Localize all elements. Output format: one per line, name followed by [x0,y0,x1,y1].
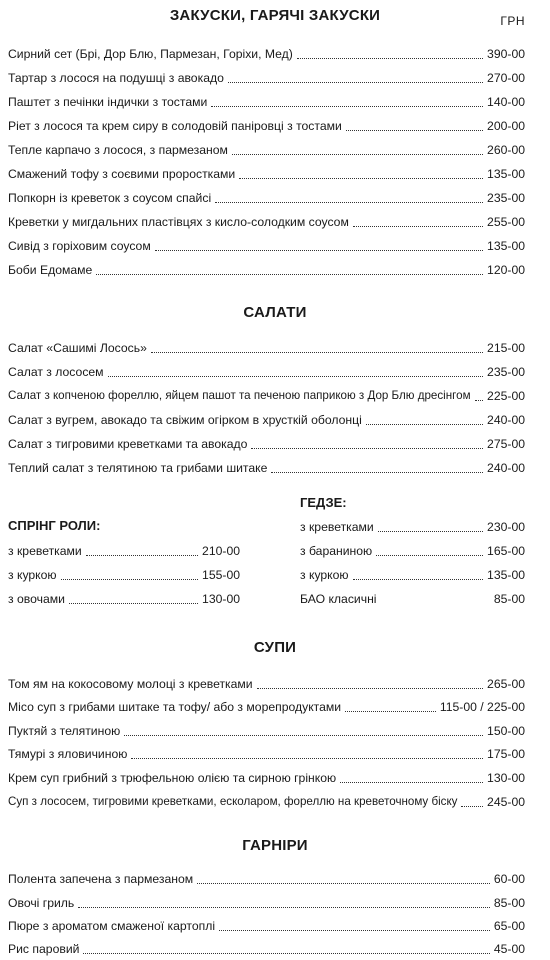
item-price: 390-00 [487,47,525,61]
item-name: Салат з вугрем, авокадо та свіжим огірком в хрусткій оболонці [8,413,362,427]
item-price: 265-00 [487,677,525,691]
menu-item [8,341,525,355]
item-name: Овочі гриль [8,896,75,910]
dot-leader [353,226,483,227]
item-price: 115-00 / 225-00 [439,700,525,714]
section-title-sides: ГАРНІРИ [242,837,308,854]
section-title-appetizers: ЗАКУСКИ, ГАРЯЧІ ЗАКУСКИ [169,7,381,24]
item-price: 120-00 [487,263,525,277]
menu-item [8,239,525,253]
item-price: 165-00 [487,544,525,558]
dot-leader [96,274,483,275]
menu-item [8,771,525,785]
spring-rolls-title: СПРІНГ РОЛИ: [8,518,101,533]
menu-item [300,568,525,582]
dot-leader [378,531,483,532]
dot-leader [215,202,483,203]
dot-leader [475,400,484,401]
item-name: Пюре з ароматом смаженої картоплі [8,919,216,933]
item-name: Ріет з лосося та крем сиру в солодовій паніровці з тостами [8,119,342,133]
item-price: 235-00 [487,365,525,379]
item-price: 130-00 [202,592,240,606]
item-name: Тепле карпачо з лосося, з пармезаном [8,143,228,157]
menu-item [8,389,525,403]
dot-leader [211,106,483,107]
dot-leader [345,711,436,712]
item-price: 275-00 [487,437,525,451]
item-name: з бараниною [300,544,373,558]
item-name: Боби Едомаме [8,263,93,277]
menu-item [8,167,525,181]
item-price: 85-00 [493,592,525,606]
item-price: 240-00 [487,413,525,427]
item-price: 135-00 [487,239,525,253]
dot-leader [232,154,483,155]
item-price: 85-00 [493,896,525,910]
item-name: Креветки у мигдальних пластівцях з кисло-солодким соусом [8,215,349,229]
item-name: з овочами [8,592,65,606]
menu-item [8,872,525,886]
item-name: Тартар з лосося на подушці з авокадо [8,71,224,85]
menu-item [8,263,525,277]
dot-leader [251,448,483,449]
menu-item [8,942,525,956]
item-name: Пуктяй з телятиною [8,724,121,738]
dot-leader [219,930,490,931]
item-name: Рис паровий [8,942,80,956]
menu-item [8,215,525,229]
dot-leader [151,352,483,353]
currency-label: ГРН [500,14,525,28]
menu-item [8,795,525,809]
item-price: 210-00 [202,544,240,558]
item-name: Теплий салат з телятиною та грибами шитаке [8,461,268,475]
dot-leader [197,883,490,884]
menu-item [300,520,525,534]
item-name: Салат з копченою фореллю, яйцем пашот та печеною паприкою з Дор Блю дресінгом [8,389,471,402]
section-title-salads: САЛАТИ [243,304,307,321]
item-name: Том ям на кокосовому молоці з креветками [8,677,253,691]
dot-leader [461,806,483,807]
item-price: 240-00 [487,461,525,475]
item-name: Смажений тофу з соєвими проростками [8,167,236,181]
section-title-soups: СУПИ [253,639,297,656]
item-name: з куркою [8,568,57,582]
item-name: Паштет з печінки індички з тостами [8,95,208,109]
dot-leader [239,178,483,179]
menu-item [8,544,240,558]
item-price: 260-00 [487,143,525,157]
item-name: Суп з лососем, тигровими креветками, есколаром, фореллю на креветочному біску [8,795,458,808]
dot-leader [228,82,483,83]
menu-item [8,568,240,582]
dot-leader [83,953,489,954]
gyoza-title: ГЕДЗЕ: [300,495,347,510]
menu-item [300,592,525,606]
item-price: 255-00 [487,215,525,229]
item-price: 175-00 [487,747,525,761]
menu-item [8,437,525,451]
dot-leader [86,555,198,556]
item-price: 245-00 [487,795,525,809]
item-price: 130-00 [487,771,525,785]
menu-item [8,919,525,933]
item-price: 65-00 [493,919,525,933]
menu-item [8,71,525,85]
dot-leader [61,579,198,580]
dot-leader [376,555,483,556]
dot-leader [366,424,483,425]
menu-item [8,143,525,157]
dot-leader [340,782,483,783]
item-name: Салат з тигровими креветками та авокадо [8,437,248,451]
dot-leader [124,735,483,736]
menu-item [300,544,525,558]
item-name: з креветками [8,544,82,558]
menu-item [8,95,525,109]
dot-leader [108,376,483,377]
item-name: Місо суп з грибами шитаке та тофу/ або з морепродуктами [8,700,342,714]
item-name: Полента запечена з пармезаном [8,872,194,886]
item-name: Салат з лососем [8,365,104,379]
menu-item [8,724,525,738]
menu-item [8,677,525,691]
dot-leader [257,688,483,689]
item-price: 235-00 [487,191,525,205]
dot-leader [131,758,483,759]
menu-item [8,747,525,761]
menu-item [8,191,525,205]
item-price: 270-00 [487,71,525,85]
menu-item [8,700,525,714]
menu-item [8,896,525,910]
item-price: 135-00 [487,167,525,181]
item-price: 60-00 [493,872,525,886]
item-price: 140-00 [487,95,525,109]
item-name: Попкорн із креветок з соусом спайсі [8,191,212,205]
item-price: 155-00 [202,568,240,582]
item-price: 200-00 [487,119,525,133]
item-name: Салат «Сашимі Лосось» [8,341,147,355]
menu-item [8,413,525,427]
dot-leader [78,907,490,908]
dot-leader [353,579,483,580]
item-name: з креветками [300,520,374,534]
dot-leader [69,603,198,604]
item-name: з куркою [300,568,349,582]
item-name: БАО класичні [300,592,377,606]
dot-leader [271,472,483,473]
dot-leader [297,58,483,59]
item-name: Сивід з горіховим соусом [8,239,151,253]
item-price: 135-00 [487,568,525,582]
item-price: 45-00 [493,942,525,956]
item-price: 150-00 [487,724,525,738]
item-name: Тямурі з яловичиною [8,747,128,761]
item-price: 230-00 [487,520,525,534]
dot-leader [155,250,483,251]
item-name: Крем суп грибний з трюфельною олією та сирною грінкою [8,771,337,785]
item-price: 225-00 [487,389,525,403]
menu-item [8,461,525,475]
item-name: Сирний сет (Брі, Дор Блю, Пармезан, Горіхи, Мед) [8,47,293,61]
dot-leader [346,130,483,131]
menu-item [8,365,525,379]
menu-item [8,47,525,61]
menu-item [8,119,525,133]
menu-item [8,592,240,606]
item-price: 215-00 [487,341,525,355]
